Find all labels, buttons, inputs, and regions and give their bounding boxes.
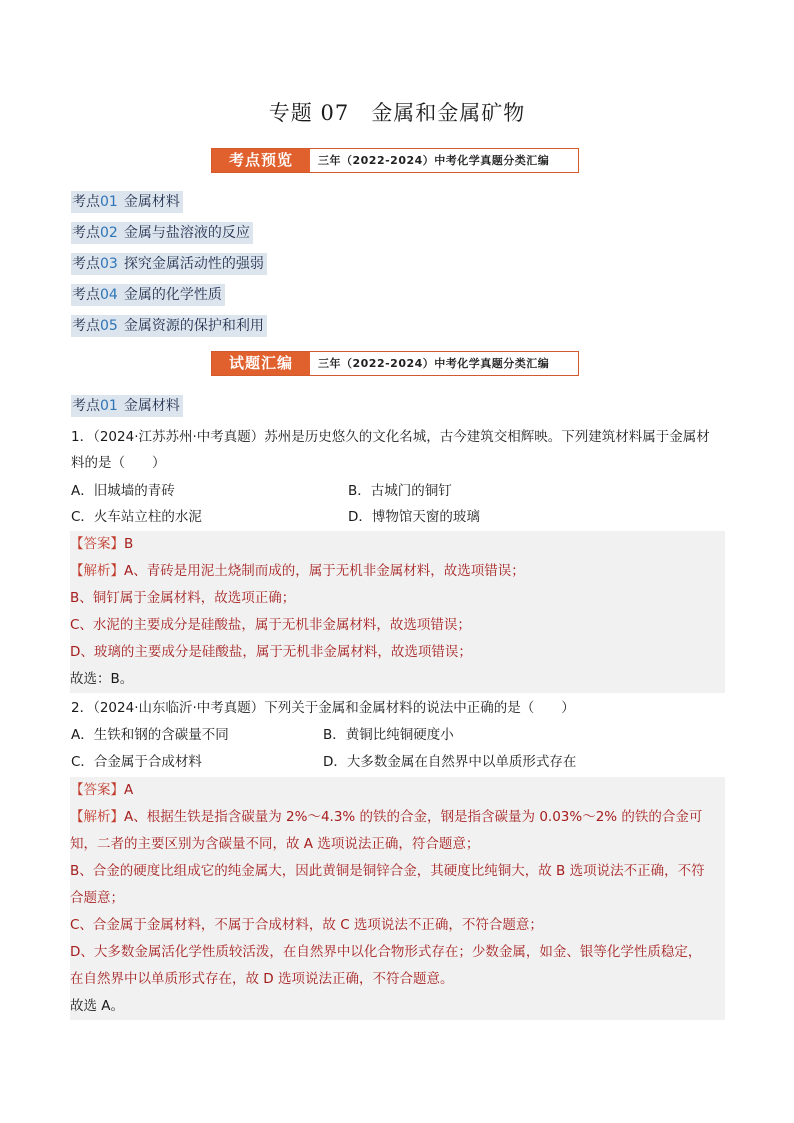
section-heading [71, 395, 183, 417]
question-1-option-c: C．火车站立柱的水泥 [71, 509, 202, 525]
question-1-analysis-line: B、铜钉属于金属材料，故选项正确； [70, 590, 296, 606]
toc-item-1[interactable] [71, 191, 183, 213]
toc-item-number: 05 [100, 318, 118, 334]
toc-item-label: 金属资源的保护和利用 [123, 318, 264, 334]
question-2-analysis-line: 知，二者的主要区别为含碳量不同，故 A 选项说法正确，符合题意； [70, 836, 480, 852]
toc-item-number: 02 [100, 225, 118, 241]
toc-item-number: 03 [100, 256, 118, 272]
section-label: 金属材料 [123, 398, 180, 414]
toc-item-prefix: 考点 [72, 318, 100, 334]
toc-item-4[interactable] [71, 284, 225, 306]
toc-item-label: 探究金属活动性的强弱 [123, 256, 264, 272]
question-1-option-d: D．博物馆天窗的玻璃 [348, 509, 480, 525]
question-1-line: 1．（2024·江苏苏州·中考真题）苏州是历史悠久的文化名城，古今建筑交相辉映。下列建筑材料属于金属材 [71, 429, 710, 445]
question-2-conclusion: 故选 A。 [70, 998, 125, 1014]
collection-banner-tag: 试题汇编 [212, 352, 310, 375]
title-sub: 金属和金属矿物 [371, 101, 526, 125]
page-title [0, 97, 794, 127]
question-1-stem [71, 424, 726, 476]
question-1-conclusion: 故选：B。 [70, 671, 134, 687]
question-2-analysis-line: C、合金属于金属材料，不属于合成材料，故 C 选项说法不正确，不符合题意； [70, 917, 543, 933]
toc-item-prefix: 考点 [72, 287, 100, 303]
question-1-answer-block [70, 531, 725, 693]
section-prefix: 考点 [72, 398, 100, 414]
toc-item-prefix: 考点 [72, 225, 100, 241]
question-2-analysis-line: B、合金的硬度比组成它的纯金属大，因此黄铜是铜锌合金，其硬度比纯铜大，故 B 选项说法不正确，不符 [70, 863, 705, 879]
toc-item-label: 金属材料 [123, 194, 180, 210]
toc-item-prefix: 考点 [72, 256, 100, 272]
question-2-option-b: B．黄铜比纯铜硬度小 [323, 727, 454, 743]
question-1-line: 料的是（ ） [71, 455, 166, 471]
preview-banner [211, 148, 579, 173]
collection-banner-text: 三年（2022-2024）中考化学真题分类汇编 [318, 357, 550, 370]
question-2-analysis-line: 在自然界中以单质形式存在，故 D 选项说法正确，不符合题意。 [70, 971, 454, 987]
question-2-analysis-line: 合题意； [70, 890, 124, 906]
toc-item-2[interactable] [71, 222, 253, 244]
toc-item-label: 金属与盐溶液的反应 [123, 225, 250, 241]
toc-item-prefix: 考点 [72, 194, 100, 210]
question-1-answer: 【答案】B [70, 536, 134, 552]
toc-item-label: 金属的化学性质 [123, 287, 222, 303]
question-2-line: 2．（2024·山东临沂·中考真题）下列关于金属和金属材料的说法中正确的是（ ） [71, 700, 575, 716]
toc-item-5[interactable] [71, 315, 267, 337]
question-1-analysis-line: C、水泥的主要成分是硅酸盐，属于无机非金属材料，故选项错误； [70, 617, 471, 633]
toc-item-number: 04 [100, 287, 118, 303]
toc-item-number: 01 [100, 194, 118, 210]
preview-banner-tag: 考点预览 [212, 149, 310, 172]
question-1-option-a: A．旧城墙的青砖 [71, 483, 175, 499]
question-1-option-b: B．古城门的铜钉 [348, 483, 452, 499]
preview-banner-text: 三年（2022-2024）中考化学真题分类汇编 [318, 154, 550, 167]
title-main: 专题 07 [268, 101, 350, 125]
question-2-analysis-line: D、大多数金属活化学性质较活泼，在自然界中以化合物形式存在；少数金属，如金、银等化学性质稳定， [70, 944, 702, 960]
section-number: 01 [100, 398, 118, 414]
question-2-answer-block [70, 777, 725, 1020]
toc-item-3[interactable] [71, 253, 267, 275]
question-2-answer: 【答案】A [70, 782, 134, 798]
question-2-option-c: C．合金属于合成材料 [71, 754, 202, 770]
question-2-stem [71, 695, 726, 721]
question-2-analysis-line: 【解析】A、根据生铁是指含碳量为 2%～4.3% 的铁的合金，钢是指含碳量为 0.03%～2% 的铁的合金可 [70, 809, 703, 825]
question-1-analysis-line: D、玻璃的主要成分是硅酸盐，属于无机非金属材料，故选项错误； [70, 644, 472, 660]
question-2-option-a: A．生铁和钢的含碳量不同 [71, 727, 229, 743]
question-2-option-d: D．大多数金属在自然界中以单质形式存在 [323, 754, 577, 770]
question-1-analysis-line: 【解析】A、青砖是用泥土烧制而成的，属于无机非金属材料，故选项错误； [70, 563, 525, 579]
collection-banner [211, 351, 579, 376]
